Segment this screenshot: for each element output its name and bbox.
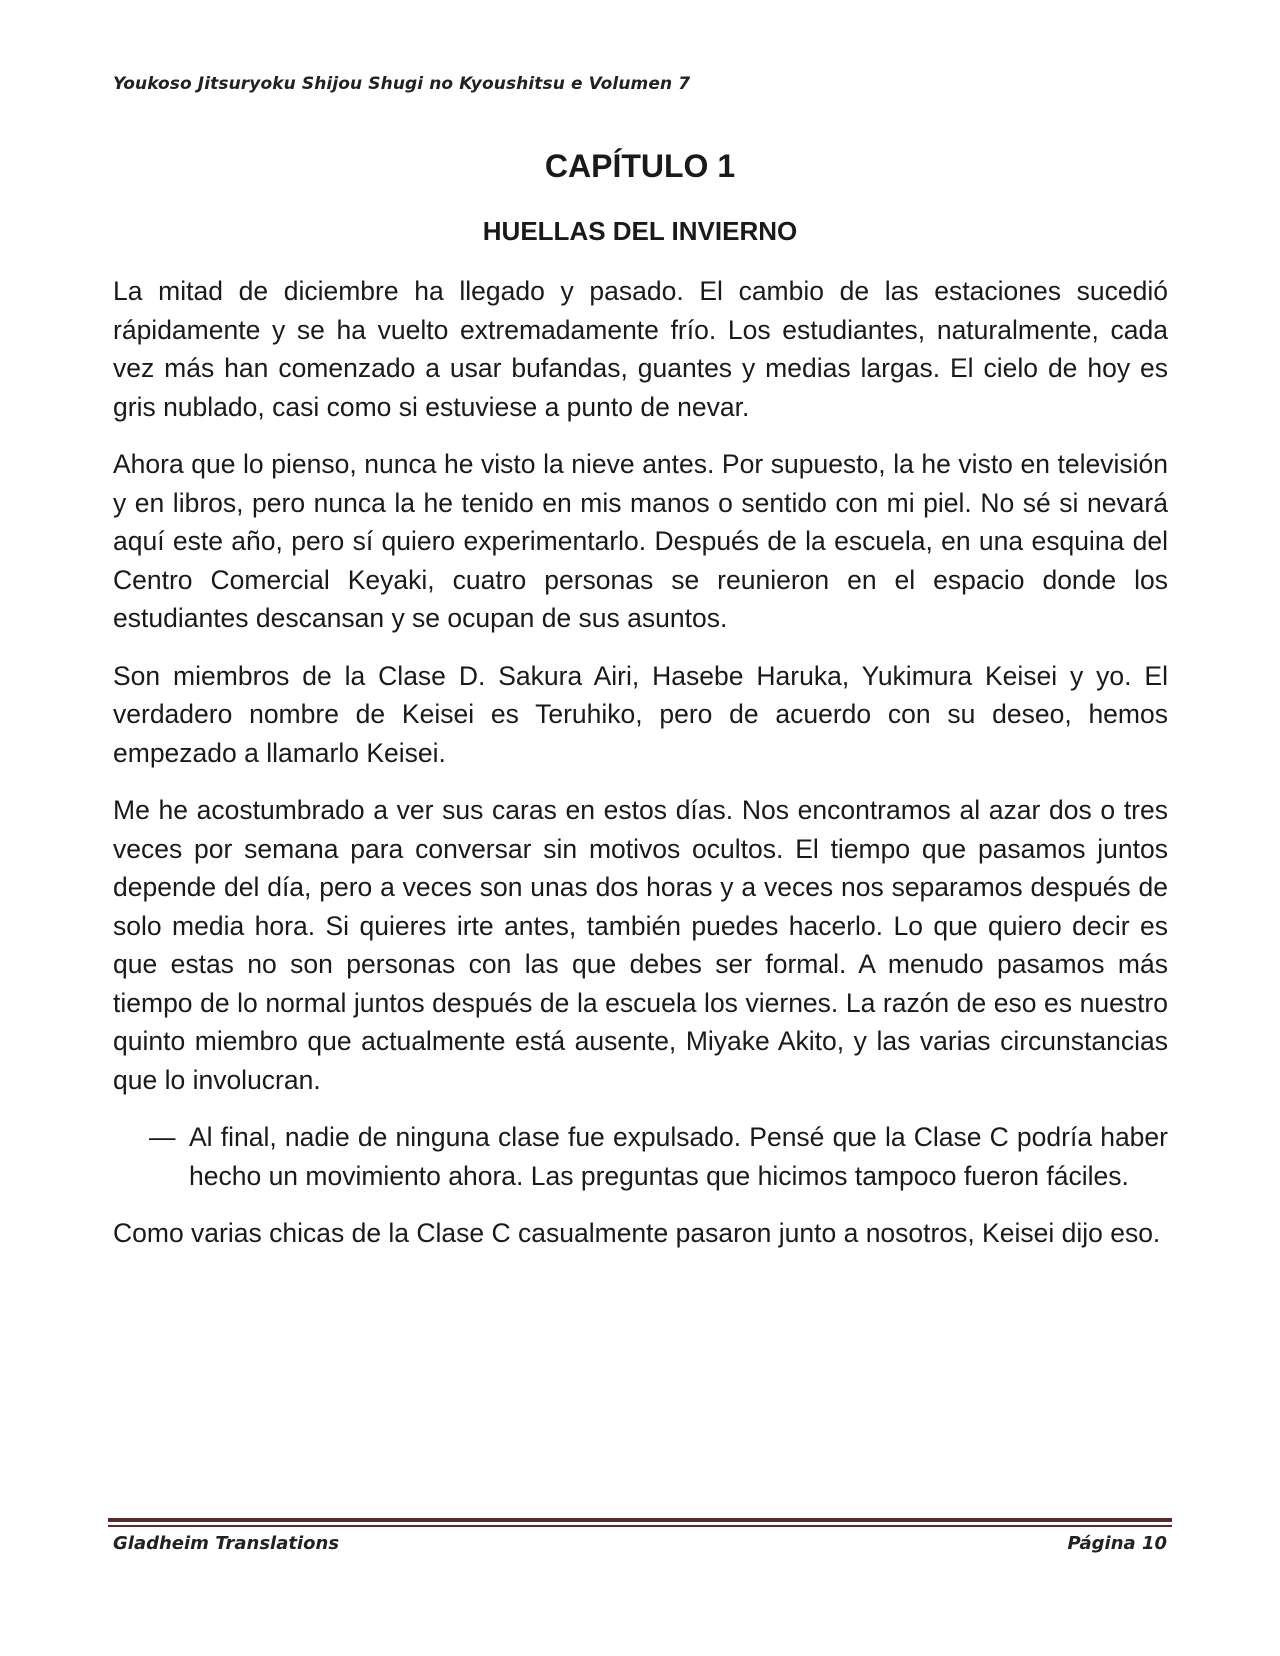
footer-rule-thin [108,1525,1172,1527]
paragraph-4: Me he acostumbrado a ver sus caras en estos días. Nos encontramos al azar dos o tres veces por semana para conversar sin motivos ocultos. El tiempo que pasamos juntos depende del día, pero a veces son unas dos horas y a veces nos separamos después de solo media hora. Si quieres irte antes, también puedes hacerlo. Lo que quiero decir es que estas no son personas con las que debes ser formal. A menudo pasamos más tiempo de lo normal juntos después de la escuela los viernes. La razón de eso es nuestro quinto miembro que actualmente está ausente, Miyake Akito, y las varias circunstancias que lo involucran. [113,795,1168,1095]
closing-paragraph: Como varias chicas de la Clase C casualmente pasaron junto a nosotros, Keisei dijo eso. [113,1218,1161,1248]
paragraph-2: Ahora que lo pienso, nunca he visto la nieve antes. Por supuesto, la he visto en televisión y en libros, pero nunca la he tenido en mis manos o sentido con mi piel. No sé si nevará aquí este año, pero sí quiero experimentarlo. Después de la escuela, en una esquina del Centro Comercial Keyaki, cuatro personas se reunieron en el espacio donde los estudiantes descansan y se ocupan de sus asuntos. [113,449,1168,633]
chapter-title: CAPÍTULO 1 [544,148,736,184]
chapter-subtitle: HUELLAS DEL INVIERNO [482,216,798,246]
footer-page-number: Página 10 [1067,1533,1167,1554]
footer-rule-thick [108,1518,1172,1522]
footer-translator-credit: Gladheim Translations [113,1533,340,1554]
chapter-body [113,272,1168,1272]
paragraph-3: Son miembros de la Clase D. Sakura Airi, Hasebe Haruka, Yukimura Keisei y yo. El verdadero nombre de Keisei es Teruhiko, pero de acuerdo con su deseo, hemos empezado a llamarlo Keisei. [113,660,1168,768]
dialogue-text: Al final, nadie de ninguna clase fue expulsado. Pensé que la Clase C podría haber hecho un movimiento ahora. Las preguntas que hicimos tampoco fueron fáciles. [189,1122,1168,1191]
dialogue-line [149,1118,1168,1195]
dialogue-dash: — [149,1122,176,1152]
paragraph-1: La mitad de diciembre ha llegado y pasado. El cambio de las estaciones sucedió rápidamente y se ha vuelto extremadamente frío. Los estudiantes, naturalmente, cada vez más han comenzado a usar bufandas, guantes y medias largas. El cielo de hoy es gris nublado, casi como si estuviese a punto de nevar. [113,276,1168,422]
running-header-title: Youkoso Jitsuryoku Shijou Shugi no Kyoushitsu e Volumen 7 [113,74,691,94]
